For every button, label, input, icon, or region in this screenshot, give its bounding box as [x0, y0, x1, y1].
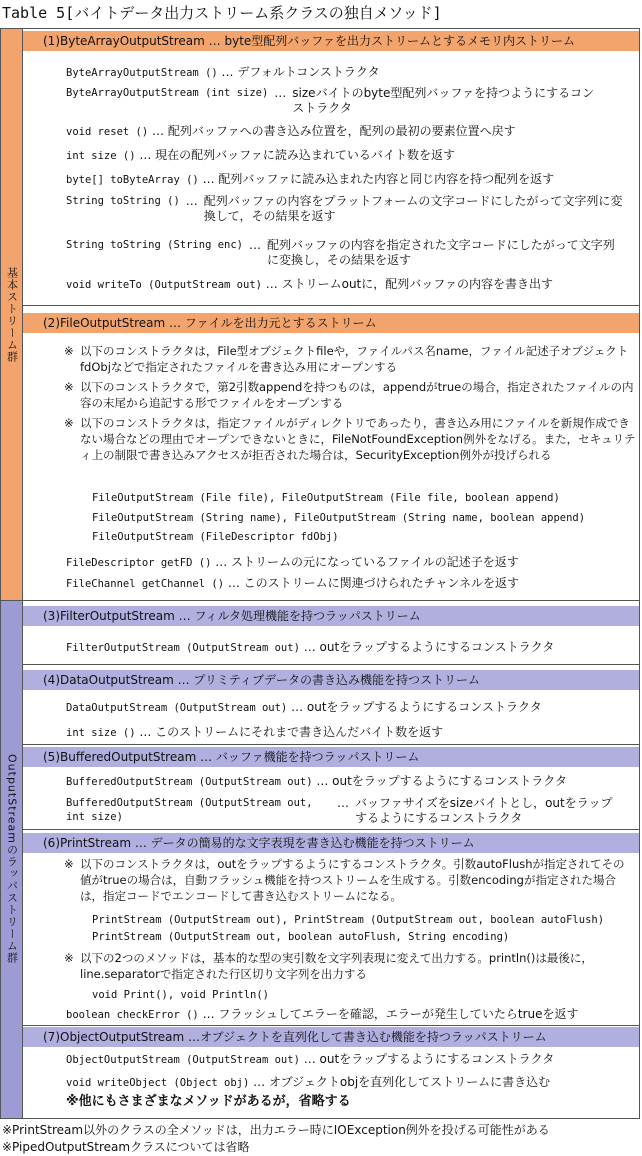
table-title: Table 5[バイトデータ出力ストリーム系クラスの独自メソッド]	[2, 4, 442, 22]
section-header-filter	[23, 606, 639, 626]
section-divider	[22, 829, 640, 830]
method-description: … 配列バッファへの書き込み位置を，配列の最初の要素位置へ戻す	[148, 124, 516, 138]
method-row	[66, 124, 636, 139]
method-description: … オブジェクトobjを直列化してストリームに書き込む	[249, 1075, 551, 1089]
section-divider	[22, 664, 640, 665]
method-description: 配列バッファの内容をプラットフォームの文字コードにしたがって文字列に変換して，その結果を返す	[203, 194, 623, 223]
method-signature: void reset ()	[66, 126, 149, 138]
note-mark: ※	[64, 951, 74, 965]
method-row	[66, 1075, 636, 1090]
constructor-line: PrintStream (OutputStream out), PrintStream (OutputStream out, boolean autoFlush)	[92, 914, 605, 926]
method-description: 配列バッファの内容を指定された文字コードにしたがって文字列に変換し，その結果を返す	[267, 238, 615, 267]
method-description: sizeバイトのbyte型配列バッファを持つようにするコンストラクタ	[292, 86, 595, 115]
method-row	[66, 238, 636, 268]
method-signature: FileChannel getChannel ()	[66, 578, 225, 590]
method-description: … デフォルトコンストラクタ	[217, 65, 380, 79]
method-row	[66, 148, 636, 163]
method-row	[66, 65, 636, 80]
method-description: バッファサイズをsizeバイトとし，outをラップするようにするコンストラクタ	[355, 796, 613, 825]
note-text: 以下のコンストラクタは，指定ファイルがディレクトリであったり，書き込み用にファイルを新規作成できない場合などの理由でオープンできないときに，FileNotFoundException例外をなげる。また，セキュリティ上の制限で書き込みアクセスが拒否された場合は，SecurityException例外が投げられる	[80, 416, 636, 462]
note-text: 以下のコンストラクタで，第2引数appendを持つものは，appendがtrueの場合，指定されたファイルの内容の末尾から追記する形でファイルをオープンする	[80, 380, 634, 410]
method-signature: String toString (String enc)	[66, 239, 244, 251]
note-mark: ※	[64, 344, 74, 358]
method-signature: BufferedOutputStream (OutputStream out, int size)	[66, 797, 313, 823]
note-item	[64, 379, 636, 411]
method-row	[66, 576, 636, 591]
method-description: … このストリームにそれまで書き込んだバイト数を返す	[135, 725, 444, 739]
section-header-file-text: (2)FileOutputStream … ファイルを出力元とするストリーム	[43, 316, 377, 330]
section-header-print-text: (6)PrintStream … データの簡易的な文字表現を書き込む機能を持つストリーム	[43, 836, 475, 850]
note-text: 以下のコンストラクタは，File型オブジェクトfileや，ファイルパス名name，ファイル記述子オブジェクトfdObjなどで指定されたファイルを書き込み用にオープンする	[80, 344, 629, 374]
note-mark: ※	[64, 416, 74, 430]
method-description: … outをラップするようにするコンストラクタ	[299, 640, 555, 654]
section-divider	[22, 744, 640, 745]
method-signature: byte[] toByteArray ()	[66, 174, 199, 186]
note-mark: ※	[64, 380, 74, 394]
method-signature: FileDescriptor getFD ()	[66, 557, 212, 569]
method-description: … このストリームに関連づけられたチャンネルを返す	[224, 576, 519, 590]
section-header-print	[23, 833, 639, 853]
method-signature: int size ()	[66, 150, 136, 162]
constructor-line: FileOutputStream (FileDescriptor fdObj)	[92, 531, 339, 543]
method-dots: …	[274, 86, 287, 100]
method-row	[66, 86, 636, 116]
method-signature: String toString ()	[66, 195, 180, 207]
group-label-wrapper	[1, 601, 22, 1118]
method-row	[66, 555, 636, 570]
section-divider	[22, 1025, 640, 1026]
method-signature: ByteArrayOutputStream ()	[66, 67, 218, 79]
section-header-bytearray	[23, 31, 639, 51]
note-text: 以下の2つのメソッドは，基本的な型の実引数を文字列表現に変えて出力する。println()は最後に，line.separatorで指定された行区切り文字列を出力する	[80, 951, 593, 981]
group-label-basic-text: 基本ストリーム群	[5, 266, 19, 363]
section-header-data	[23, 670, 639, 690]
section-header-bytearray-text: (1)ByteArrayOutputStream … byte型配列バッファを出力ストリームとするメモリ内ストリーム	[43, 34, 576, 48]
method-signature: void writeTo (OutputStream out)	[66, 279, 262, 291]
section-header-file	[23, 313, 639, 333]
group-divider	[0, 600, 640, 601]
method-description: … 配列バッファに読み込まれた内容と同じ内容を持つ配列を返す	[198, 172, 555, 186]
method-signature: int size ()	[66, 727, 136, 739]
method-signature: void writeObject (Object obj)	[66, 1077, 250, 1089]
method-dots: …	[337, 796, 349, 810]
method-signature: FilterOutputStream (OutputStream out)	[66, 642, 300, 654]
note-item	[64, 950, 636, 982]
method-row	[66, 640, 636, 655]
method-row	[66, 1052, 636, 1067]
method-description: … outをラップするようにするコンストラクタ	[287, 700, 542, 714]
method-signature: boolean checkError ()	[66, 1009, 199, 1021]
method-description: … ストリームの元になっているファイルの記述子を返す	[211, 555, 519, 569]
section-divider	[22, 305, 640, 306]
section-header-buffered	[23, 747, 639, 767]
note-mark: ※	[64, 857, 74, 871]
method-description: … outをラップするようにするコンストラクタ	[299, 1052, 555, 1066]
omission-note: ※他にもさまざまなメソッドがあるが，省略する	[66, 1094, 351, 1109]
method-signature: DataOutputStream (OutputStream out)	[66, 702, 288, 714]
method-row	[66, 725, 636, 740]
group-label-wrapper-text: OutputStreamのラッパストリーム群	[5, 754, 19, 965]
section-header-filter-text: (3)FilterOutputStream … フィルタ処理機能を持つラッパストリーム	[43, 609, 421, 623]
note-item	[64, 856, 636, 904]
note-item	[64, 415, 636, 463]
method-list-line: void Print(), void Println()	[92, 989, 270, 1001]
method-row	[66, 1007, 636, 1022]
note-item	[64, 343, 636, 375]
method-dots: …	[249, 238, 262, 252]
footnote: ※PipedOutputStreamクラスについては省略	[2, 1140, 250, 1154]
group-label-basic	[1, 29, 22, 600]
method-signature: ByteArrayOutputStream (int size)	[66, 87, 269, 99]
section-header-object	[23, 1027, 639, 1047]
constructor-line: PrintStream (OutputStream out, boolean autoFlush, String encoding)	[92, 931, 510, 943]
section-header-data-text: (4)DataOutputStream … プリミティブデータの書き込み機能を持つストリーム	[43, 673, 480, 687]
method-row	[66, 700, 636, 715]
method-description: … outをラップするようにするコンストラクタ	[312, 774, 567, 788]
method-row	[66, 194, 636, 224]
method-description: … フラッシュしてエラーを確認，エラーが発生していたらtrueを返す	[198, 1007, 579, 1021]
footnote: ※PrintStream以外のクラスの全メソッドは，出力エラー時にIOException例外を投げる可能性がある	[2, 1123, 550, 1137]
method-signature: ObjectOutputStream (OutputStream out)	[66, 1054, 300, 1066]
method-signature: BufferedOutputStream (OutputStream out)	[66, 776, 313, 788]
side-divider	[22, 29, 23, 1118]
section-header-object-text: (7)ObjectOutputStream …オブジェクトを直列化して書き込む機能を持つラッパストリーム	[43, 1030, 547, 1044]
section-header-buffered-text: (5)BufferedOutputStream … バッファ機能を持つラッパストリーム	[43, 750, 420, 764]
method-row	[66, 774, 636, 789]
method-description: … ストリームoutに，配列バッファの内容を書き出す	[261, 277, 554, 291]
method-row	[66, 277, 636, 292]
method-dots: …	[185, 194, 198, 208]
note-text: 以下のコンストラクタは，outをラップするようにするコンストラクタ。引数autoFlushが指定されてその値がtrueの場合は，自動フラッシュ機能を持つストリームを生成する。引数encodingが指定された場合は，指定コードでエンコードして書き込むストリームになる。	[80, 857, 625, 903]
constructor-line: FileOutputStream (File file), FileOutputStream (File file, boolean append)	[92, 492, 560, 504]
method-row	[66, 172, 636, 187]
method-row	[66, 796, 636, 826]
constructor-line: FileOutputStream (String name), FileOutputStream (String name, boolean append)	[92, 512, 586, 524]
method-description: … 現在の配列バッファに読み込まれているバイト数を返す	[135, 148, 455, 162]
